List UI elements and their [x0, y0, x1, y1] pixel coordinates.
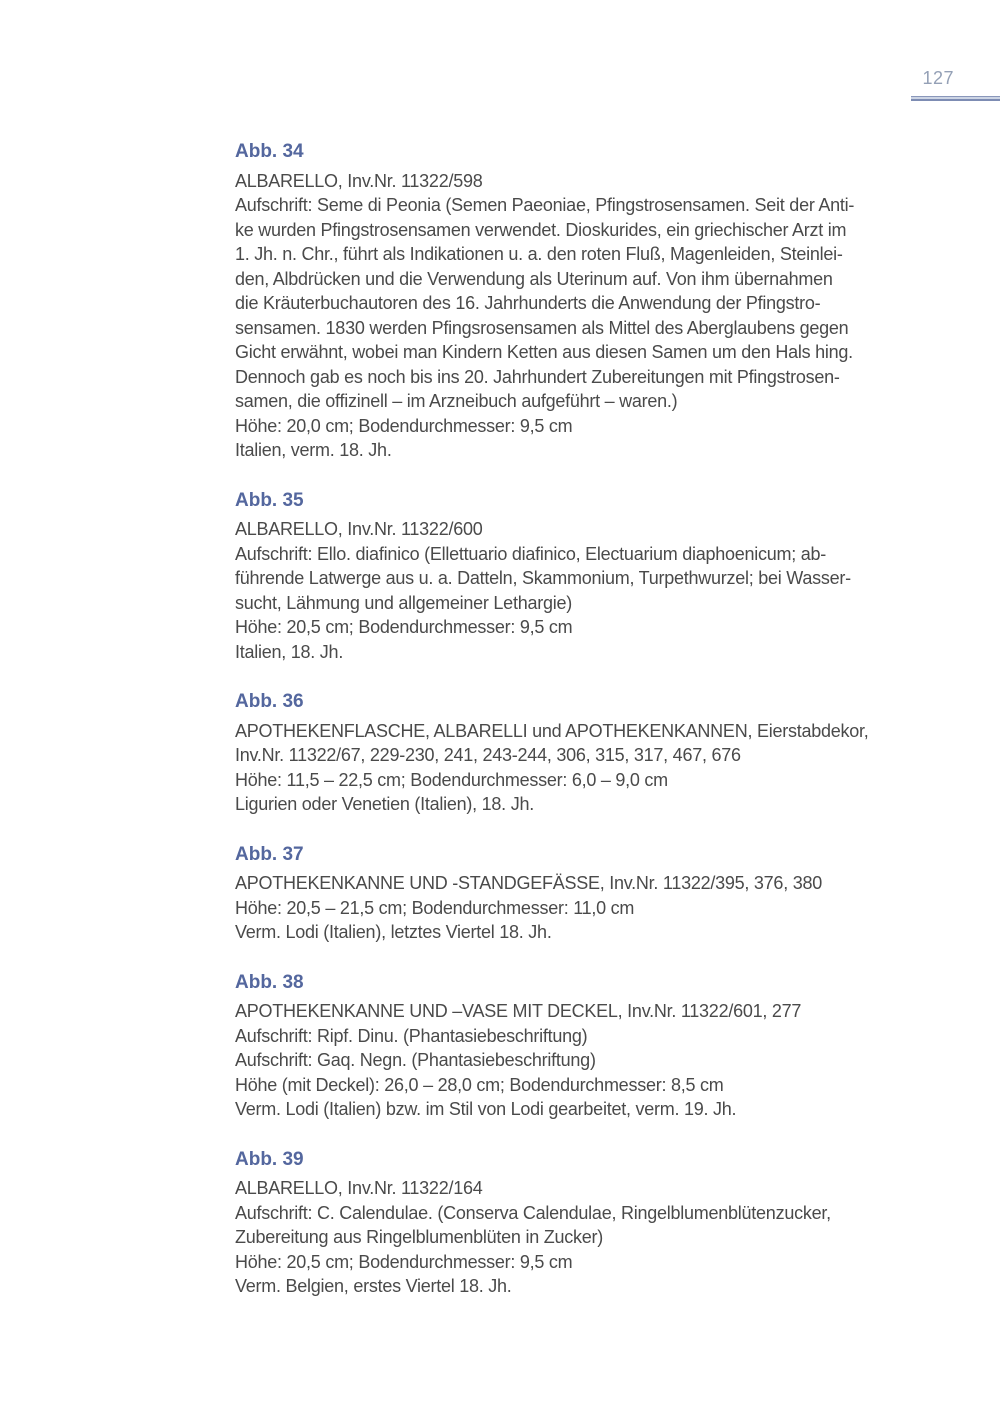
entry-line: Gicht erwähnt, wobei man Kindern Ketten aus diesen Samen um den Hals hing.: [235, 342, 853, 362]
entry-line: die Kräuterbuchautoren des 16. Jahrhunderts die Anwendung der Pfingstro-: [235, 293, 821, 313]
entry-line: Höhe (mit Deckel): 26,0 – 28,0 cm; Bodendurchmesser: 8,5 cm: [235, 1074, 724, 1095]
entry-line: APOTHEKENFLASCHE, ALBARELLI und APOTHEKENKANNEN, Eierstabdekor,: [235, 720, 869, 741]
entry-line: ALBARELLO, Inv.Nr. 11322/164: [235, 1178, 483, 1198]
entry-line: Inv.Nr. 11322/67, 229-230, 241, 243-244, 306, 315, 317, 467, 676: [235, 745, 741, 765]
entry-line: APOTHEKENKANNE UND -STANDGEFÄSSE, Inv.Nr. 11322/395, 376, 380: [235, 873, 822, 893]
entry-line: Verm. Belgien, erstes Viertel 18. Jh.: [235, 1276, 512, 1296]
entry-line: Höhe: 20,5 cm; Bodendurchmesser: 9,5 cm: [235, 617, 573, 637]
entry-line: Aufschrift: Ello. diafinico (Ellettuario diafinico, Electuarium diaphoenicum; ab-: [235, 543, 827, 564]
entry-line: Höhe: 20,5 cm; Bodendurchmesser: 9,5 cm: [235, 1251, 573, 1272]
entry-heading: Abb. 39: [235, 1148, 304, 1170]
entry-line: samen, die offizinell – im Arzneibuch aufgeführt – waren.): [235, 391, 678, 411]
entry-line: Verm. Lodi (Italien) bzw. im Stil von Lodi gearbeitet, verm. 19. Jh.: [235, 1099, 737, 1119]
entry-heading: Abb. 34: [235, 141, 304, 162]
entry-line: Dennoch gab es noch bis ins 20. Jahrhundert Zubereitungen mit Pfingstrosen-: [235, 366, 840, 387]
entry-line: APOTHEKENKANNE UND –VASE MIT DECKEL, Inv.Nr. 11322/601, 277: [235, 1001, 802, 1021]
entry-line: Ligurien oder Venetien (Italien), 18. Jh.: [235, 794, 534, 814]
catalog-entry-abb-35: [235, 489, 935, 665]
entry-line: Aufschrift: Seme di Peonia (Semen Paeoniae, Pfingstrosensamen. Seit der Anti-: [235, 195, 855, 215]
entry-line: Italien, verm. 18. Jh.: [235, 440, 392, 460]
entry-line: ke wurden Pfingstrosensamen verwendet. Dioskurides, ein griechischer Arzt im: [235, 219, 847, 240]
entry-line: Italien, 18. Jh.: [235, 641, 344, 662]
entry-line: sensamen. 1830 werden Pfingsrosensamen als Mittel des Aberglaubens gegen: [235, 317, 849, 338]
entry-line: Aufschrift: Gaq. Negn. (Phantasiebeschriftung): [235, 1050, 596, 1070]
entry-line: Höhe: 11,5 – 22,5 cm; Bodendurchmesser: 6,0 – 9,0 cm: [235, 769, 668, 790]
entry-heading: Abb. 37: [235, 843, 304, 865]
catalog-entry-abb-37: [235, 843, 935, 945]
entry-line: 1. Jh. n. Chr., führt als Indikationen u. a. den roten Fluß, Magenleiden, Steinlei-: [235, 244, 843, 264]
catalog-content: [235, 140, 935, 1325]
entry-line: ALBARELLO, Inv.Nr. 11322/600: [235, 519, 483, 539]
entry-line: führende Latwerge aus u. a. Datteln, Skammonium, Turpethwurzel; bei Wasser-: [235, 568, 851, 588]
entry-heading: Abb. 38: [235, 971, 304, 993]
entry-line: sucht, Lähmung und allgemeiner Lethargie): [235, 592, 572, 613]
header-rule: [911, 96, 1000, 101]
entry-line: den, Albdrücken und die Verwendung als Uterinum auf. Von ihm übernahmen: [235, 268, 833, 289]
entry-line: Zubereitung aus Ringelblumenblüten in Zucker): [235, 1227, 603, 1247]
entry-line: ALBARELLO, Inv.Nr. 11322/598: [235, 170, 483, 191]
entry-heading: Abb. 35: [235, 489, 304, 511]
catalog-entry-abb-38: [235, 971, 935, 1122]
entry-line: Höhe: 20,5 – 21,5 cm; Bodendurchmesser: 11,0 cm: [235, 897, 635, 918]
entry-line: Höhe: 20,0 cm; Bodendurchmesser: 9,5 cm: [235, 415, 573, 436]
entry-line: Aufschrift: Ripf. Dinu. (Phantasiebeschriftung): [235, 1025, 588, 1046]
entry-line: Aufschrift: C. Calendulae. (Conserva Calendulae, Ringelblumenblütenzucker,: [235, 1202, 831, 1223]
page-number: 127: [922, 68, 954, 88]
catalog-entry-abb-36: [235, 690, 935, 817]
entry-line: Verm. Lodi (Italien), letztes Viertel 18. Jh.: [235, 922, 552, 942]
catalog-entry-abb-34: [235, 140, 935, 463]
entry-heading: Abb. 36: [235, 691, 304, 712]
catalog-entry-abb-39: [235, 1148, 935, 1299]
